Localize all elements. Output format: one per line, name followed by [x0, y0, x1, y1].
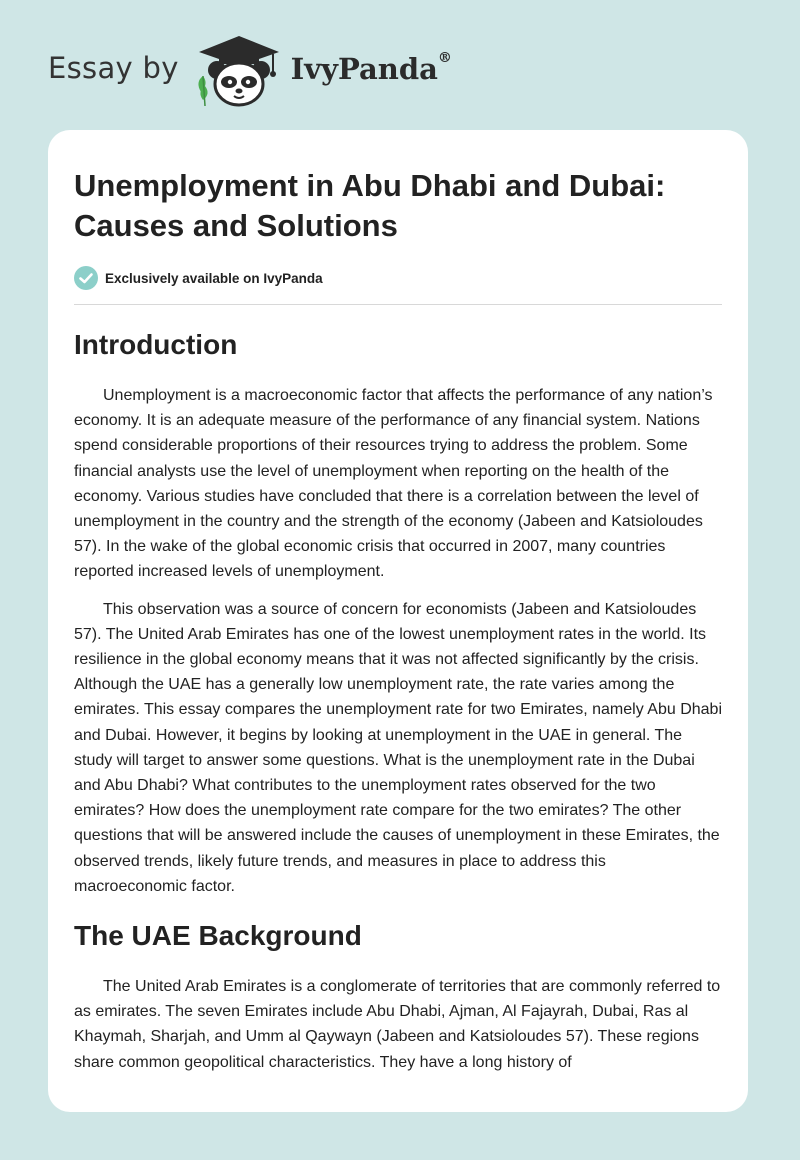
- panda-graduation-cap-icon: [193, 32, 285, 110]
- paragraph: The United Arab Emirates is a conglomerate of territories that are commonly referred to as emirates. The seven Emirates include Abu Dhabi, Ajman, Al Fajayrah, Dubai, Ras al Khaymah, Sharjah, and Umm al Qaywayn (Jabeen and Katsioloudes 57). These regions share common geopolitical characteristics. They have a long history of: [74, 978, 721, 1071]
- site-header: [48, 30, 452, 112]
- section-introduction: [74, 327, 722, 899]
- exclusive-badge-text: Exclusively available on IvyPanda: [105, 270, 323, 286]
- section-uae-background: [74, 918, 722, 1075]
- paragraph: This observation was a source of concern for economists (Jabeen and Katsioloudes 57). The United Arab Emirates has one of the lowest unemployment rates in the world. Its resilience in the global economy means that it was not affected significantly by the crisis. Although the UAE has a generally low unemployment rate, the rate varies among the emirates. This essay compares the unemployment rate for two Emirates, namely Abu Dhabi and Dubai. However, it begins by looking at unemployment in the UAE in general. The study will target to answer some questions. What is the unemployment rate in the Dubai and Abu Dhabi? What contributes to the unemployment rates observed for the two emirates? How does the unemployment rate compare for the two emirates? The other questions that will be answered include the causes of unemployment in these Emirates, the observed trends, likely future trends, and measures in place to address this macroeconomic factor.: [74, 600, 722, 895]
- essay-by-label: Essay by: [48, 51, 179, 85]
- paragraph: Unemployment is a macroeconomic factor that affects the performance of any nation’s economy. It is an adequate measure of the performance of any financial system. Nations spend considerable proportions of their resources trying to address the problem. Some financial analysts use the level of unemployment when reporting on the health of the economy. Various studies have concluded that there is a correlation between the level of unemployment in the country and the strength of the economy (Jabeen and Katsioloudes 57). In the wake of the global economic crisis that occurred in 2007, many countries reported increased levels of unemployment.: [74, 387, 713, 581]
- section-heading: Introduction: [74, 329, 238, 360]
- brand-name: IvyPanda®: [290, 50, 452, 86]
- registered-mark: ®: [437, 50, 452, 66]
- essay-card: [48, 130, 748, 1112]
- exclusive-badge: [74, 266, 722, 305]
- check-circle-icon: [74, 266, 98, 290]
- essay-title: Unemployment in Abu Dhabi and Dubai: Causes and Solutions: [74, 168, 666, 243]
- section-heading: The UAE Background: [74, 920, 362, 952]
